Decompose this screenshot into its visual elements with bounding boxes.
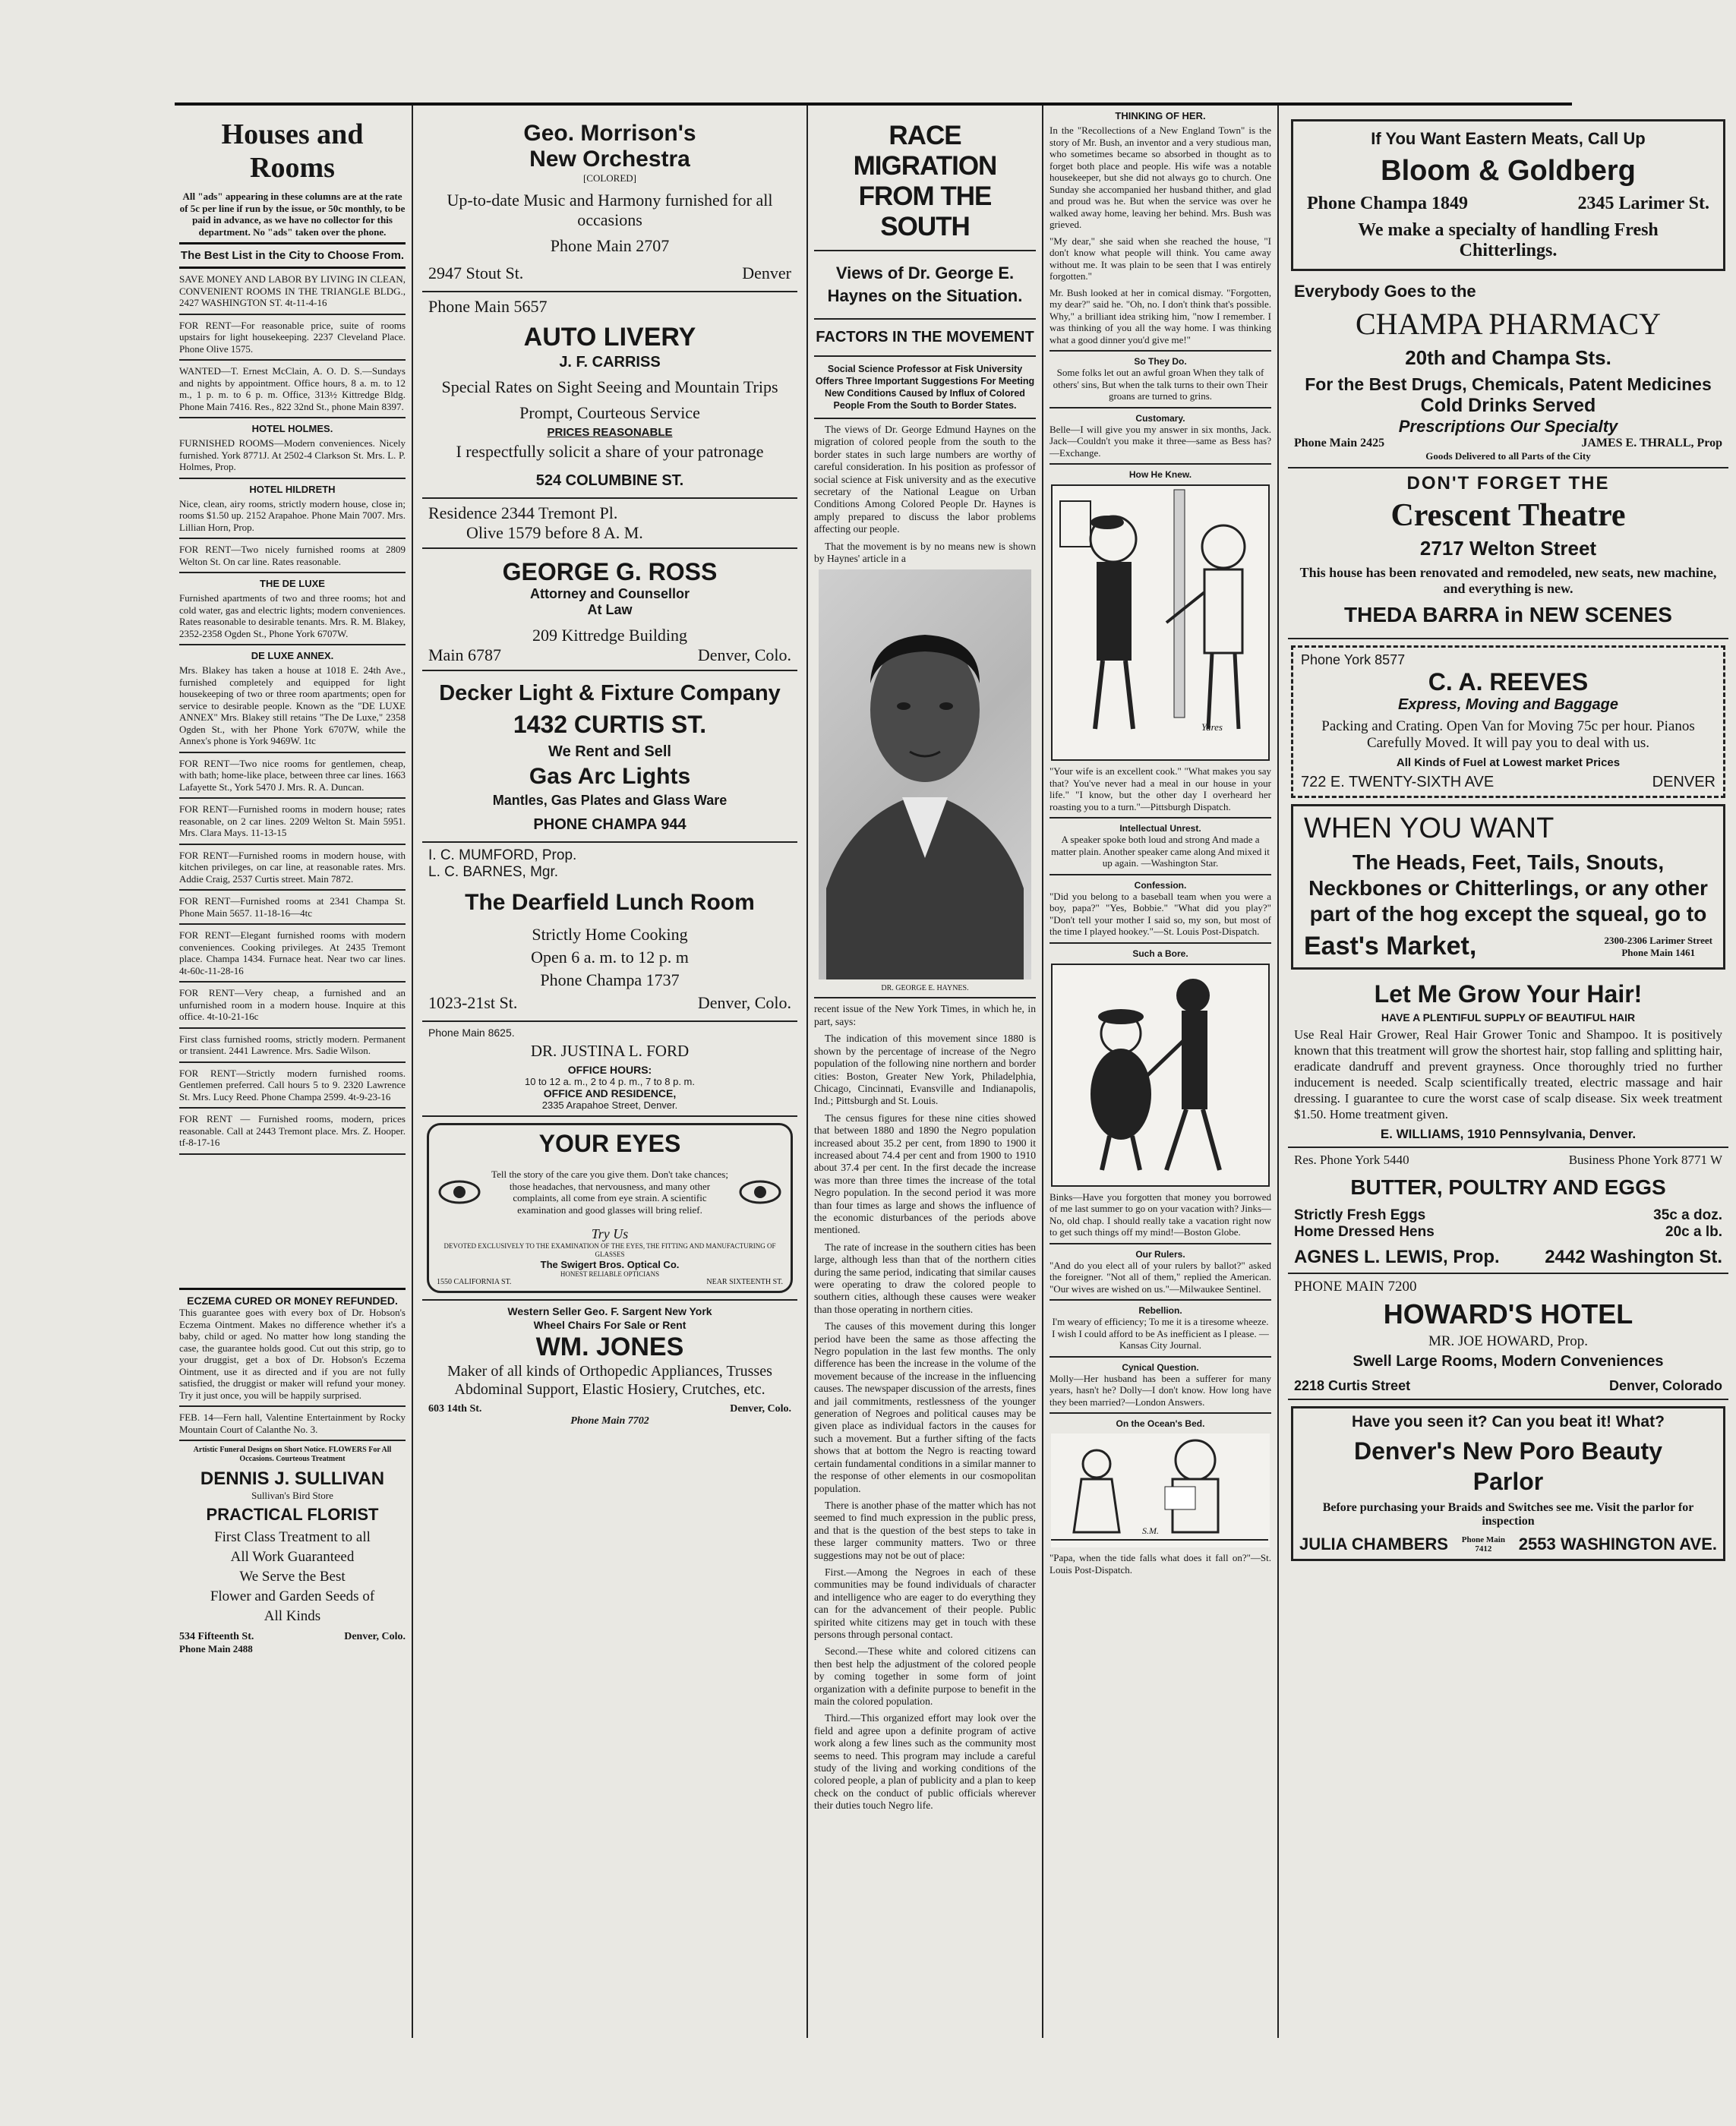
- pharmacy-address: 20th and Champa Sts.: [1405, 346, 1611, 369]
- theatre-text: This house has been renovated and remodeled, new seats, new machine, and everything is new.: [1299, 565, 1717, 596]
- ford-hours: 10 to 12 a. m., 2 to 4 p. m., 7 to 8 p. m.: [524, 1076, 695, 1087]
- classified-ad: Nice, clean, airy rooms, strictly modern house, close in; rooms $1.50 up. 2152 Arapahoe. Phone Main 7007. Mrs. Lillian Horn, Prop.: [179, 497, 406, 533]
- eggs-prop: AGNES L. LEWIS, Prop.: [1294, 1247, 1500, 1267]
- newspaper-page: [175, 103, 1722, 2038]
- so-they-do-title: So They Do.: [1134, 356, 1187, 367]
- poro-name: Denver's New Poro Beauty Parlor: [1354, 1437, 1662, 1495]
- eggs-item-1: Strictly Fresh Eggs: [1294, 1207, 1426, 1223]
- jones-wheel: Wheel Chairs For Sale or Rent: [533, 1319, 687, 1331]
- ross-law: At Law: [587, 602, 633, 617]
- jones-phone: Phone Main 7702: [570, 1415, 649, 1427]
- market-title: WHEN YOU WANT: [1304, 812, 1555, 844]
- decker-name: Decker Light & Fixture Company: [439, 681, 781, 705]
- hair-sign: E. WILLIAMS, 1910 Pennsylvania, Denver.: [1380, 1127, 1637, 1141]
- article-paragraph: Second.—These white and colored citizens can then best help the adjustment of the colored people by coming together in some form of joint organization with a definite purpose to benefit in the main the colored population.: [814, 1645, 1036, 1707]
- deck-summary: Social Science Professor at Fisk University Offers Three Important Suggestions For Meeting New Conditions Caused by Influx of Colored People From the South to Border States.: [815, 364, 1035, 411]
- display-ads-column: [1280, 106, 1736, 2038]
- unrest-text: A speaker spoke both loud and strong And made a matter plain. Another speaker came along And mixed it up again. —Washington Star.: [1051, 834, 1270, 869]
- classified-ad: FOR RENT—For reasonable price, suite of rooms upstairs for light housekeeping. 2237 Cleveland Place. Phone Olive 1575.: [179, 319, 406, 355]
- eggs-address: 2442 Washington St.: [1545, 1247, 1722, 1267]
- ford-residence-title: OFFICE AND RESIDENCE,: [543, 1087, 677, 1099]
- eggs-price-1: 35c a doz.: [1653, 1207, 1722, 1223]
- meats-line: If You Want Eastern Meats, Call Up: [1371, 129, 1646, 148]
- story-paragraph: "My dear," she said when she reached the house, "I don't know what people will think. You came away without me. It was plain to be seen that I was entirely forgotten.": [1049, 235, 1271, 282]
- rebellion-text: I'm weary of efficiency; To me it is a tiresome wheeze. I wish I could afford to be As inefficient as I please. —Kansas City Journal.: [1052, 1316, 1269, 1351]
- classified-ads-list: [179, 273, 406, 1283]
- lunch-title: The Dearfield Lunch Room: [465, 890, 755, 915]
- meats-phone: Phone Champa 1849: [1307, 194, 1469, 213]
- decker-address: 1432 CURTIS ST.: [513, 711, 707, 738]
- orchestra-colored: [COLORED]: [582, 172, 637, 184]
- reeves-fuel: All Kinds of Fuel at Lowest market Prices: [1396, 756, 1621, 769]
- such-a-bore-cartoon: [1051, 964, 1270, 1187]
- article-paragraph-2: That the movement is by no means new is shown by Haynes' article in a: [814, 540, 1036, 565]
- lunch-text: Strictly Home Cooking: [532, 925, 688, 944]
- classified-ad: FOR RENT—Two nice rooms for gentlemen, cheap, with bath; home-like place, between three car lines. 1663 Lafayette St., York 5470 J. Mrs. R. A. Duncan.: [179, 757, 406, 793]
- crescent-theatre-ad: [1288, 468, 1728, 639]
- unrest-title: Intellectual Unrest.: [1119, 823, 1201, 834]
- lunch-phone: Phone Champa 1737: [540, 970, 680, 989]
- orchestra-address: 2947 Stout St.: [428, 263, 524, 282]
- howards-hotel-ad: [1288, 1274, 1728, 1400]
- classified-ad: THE DE LUXE: [260, 578, 325, 589]
- classified-ad: FURNISHED ROOMS—Modern conveniences. Nicely furnished. York 8771J. At 2502-4 Clarkson St. Mrs. L. P. Holmes, Prop.: [179, 437, 406, 472]
- orchestra-city: Denver: [742, 263, 791, 282]
- deck-factors: FACTORS IN THE MOVEMENT: [816, 329, 1034, 345]
- livery-title: AUTO LIVERY: [523, 323, 696, 352]
- eyes-text: Tell the story of the care you give them. Don't take chances; those headaches, that nervousness, and many other complaints, all come from eye strain. A scientific examination and good glasses will bring relief.: [491, 1169, 728, 1216]
- confession-title: Confession.: [1134, 879, 1187, 891]
- eggs-title: BUTTER, POULTRY AND EGGS: [1350, 1175, 1666, 1199]
- butter-eggs-ad: [1288, 1148, 1728, 1274]
- headline-line-1: RACE MIGRATION: [853, 121, 997, 181]
- reeves-phone: Phone York 8577: [1301, 652, 1406, 667]
- jones-name: WM. JONES: [535, 1333, 684, 1361]
- eczema-title: ECZEMA CURED OR MONEY REFUNDED.: [187, 1295, 398, 1307]
- eyes-company: The Swigert Bros. Optical Co.: [540, 1259, 680, 1270]
- article-paragraph: recent issue of the New York Times, in which he, in part, says:: [814, 1003, 1036, 1027]
- classified-ad: FOR RENT—Furnished rooms in modern house, with kitchen privileges, on car line, at reasonable rates. Mrs. Addie Craig, 2537 Curtis street. Main 7872.: [179, 849, 406, 885]
- cartoon-two-men-icon: [1053, 486, 1270, 756]
- theatre-address: 2717 Welton Street: [1419, 537, 1597, 560]
- market-text: The Heads, Feet, Tails, Snouts, Neckbones or Chitterlings, or any other part of the hog except the squeal, go to: [1308, 850, 1708, 926]
- livery-phone: Phone Main 5657: [428, 297, 548, 316]
- poro-question: Have you seen it? Can you beat it! What?: [1352, 1413, 1665, 1430]
- florist-line: Flower and Garden Seeds of: [210, 1588, 375, 1604]
- eggs-item-2: Home Dressed Hens: [1294, 1224, 1435, 1240]
- business-ads-column: [415, 106, 805, 2038]
- ross-name: GEORGE G. ROSS: [502, 558, 718, 585]
- article-body: [814, 1003, 1036, 1812]
- classified-ad: FOR RENT—Strictly modern furnished rooms. Gentlemen preferred. Call hours 5 to 9. 2320 Lawrence St. Mrs. Lucy Reed. Phone Champa 2599. 4t-9-23-16: [179, 1067, 406, 1102]
- orchestra-text: Up-to-date Music and Harmony furnished for all occasions: [447, 191, 773, 229]
- how-he-knew-title: How He Knew.: [1128, 469, 1192, 480]
- rebellion-title: Rebellion.: [1138, 1305, 1182, 1316]
- story-paragraph: Mr. Bush looked at her in comical dismay. "Forgotten, my dear?" said he. "Oh, no. I don't think that's possible. Why," a brilliant idea striking him, "now I remember. I was thinking of you all the way home. I was thinking what a good dinner you'd give me!": [1049, 286, 1271, 345]
- classified-ad: FOR RENT—Furnished rooms at 2341 Champa St. Phone Main 5657. 11-18-16—4tc: [179, 895, 406, 919]
- pharmacy-best: For the Best Drugs, Chemicals, Patent Medicines: [1305, 374, 1712, 394]
- residence-address: Residence 2344 Tremont Pl.: [428, 503, 618, 522]
- so-they-do-text: Some folks let out an awful groan When they talk of others' sins, But when the talk turns to their own Their groans are turned to grins.: [1053, 367, 1268, 402]
- florist-line: All Kinds: [264, 1607, 321, 1624]
- hair-sub: HAVE A PLENTIFUL SUPPLY OF BEAUTIFUL HAIR: [1381, 1011, 1636, 1024]
- ford-hours-title: OFFICE HOURS:: [567, 1064, 652, 1076]
- your-eyes-ad: [427, 1123, 793, 1293]
- pharmacy-line: Everybody Goes to the: [1294, 282, 1476, 301]
- feb-notice: FEB. 14—Fern hall, Valentine Entertainment by Rocky Mountain Court of Calanthe No. 3.: [179, 1412, 406, 1435]
- eyes-near: NEAR SIXTEENTH ST.: [706, 1278, 783, 1286]
- article-paragraph: There is another phase of the matter which has not seemed to find much expression in the public press, and that is the question of the best steps to take in these larger community matters. Two or three suggestions may not be out of place:: [814, 1499, 1036, 1561]
- poro-text: Before purchasing your Braids and Switches see me. Visit the parlor for inspection: [1322, 1501, 1694, 1528]
- ocean-title: On the Ocean's Bed.: [1116, 1418, 1205, 1429]
- florist-sub: Sullivan's Bird Store: [251, 1490, 333, 1501]
- poro-beauty-ad: [1291, 1406, 1725, 1561]
- decker-ad: [422, 671, 797, 843]
- classified-ad: DE LUXE ANNEX.: [251, 650, 334, 661]
- bore-title: Such a Bore.: [1132, 948, 1188, 959]
- pharmacy-cold: Cold Drinks Served: [1420, 395, 1596, 416]
- decker-rent: We Rent and Sell: [548, 743, 671, 760]
- orchestra-phone: Phone Main 2707: [550, 236, 670, 255]
- article-paragraph: The causes of this movement during this longer period have been the same as those affecting the Negro population in the last few months. The only difference has been the increase in the volume of the movement because of the increase in the influencing causes. The newspaper discussion of the arrests, fines and jail commitments, restlessness of the younger generation of Negroes and political causes may be given place as individual factors in the causes for such a movement. But a further sifting of the facts shows that at bottom the Negro is reacting toward certain fundamental conditions in a similar manner to the response of other elements in our cosmopolitan population.: [814, 1320, 1036, 1494]
- eye-icon: [437, 1158, 482, 1226]
- classified-ad: FOR RENT—Two nicely furnished rooms at 2809 Welton St. On car line. Rates reasonable.: [179, 544, 406, 567]
- pharmacy-rx: Prescriptions Our Specialty: [1398, 417, 1618, 436]
- meats-special: We make a specialty of handling Fresh Chitterlings.: [1358, 220, 1659, 260]
- ocean-text: "Papa, when the tide falls what does it fall on?"—St. Louis Post-Dispatch.: [1049, 1552, 1271, 1576]
- news-article-column: [810, 106, 1040, 2038]
- cynical-title: Cynical Question.: [1122, 1361, 1199, 1373]
- classified-ad: WANTED—T. Ernest McClain, A. O. D. S.—Sundays and nights by appointment. Office hours, 8 a. m. to 12 m., 1 p. m. to 6 p. m. Office, 313½ Kittredge Bldg. Phone Main 7416. Res., 822 32nd St., phone Main 8397.: [179, 365, 406, 412]
- houses-rooms-title: Houses and Rooms: [221, 118, 364, 184]
- classified-ad: FOR RENT — Furnished rooms, modern, prices reasonable. Call at 2443 Tremont place. Mrs. Z. Hooper. tf-8-17-16: [179, 1113, 406, 1148]
- article-paragraph: The indication of this movement since 1880 is shown by the percentage of increase of the Negro population of the following nine northern and border cities: Boston, Greater New York, Philadelphia, Chicago, Cincinnati, Evansville and Indianapolis, Ind.; Pittsburgh and St. Louis.: [814, 1033, 1036, 1107]
- hotel-phone: PHONE MAIN 7200: [1294, 1279, 1417, 1295]
- ross-address: 209 Kittredge Building: [532, 626, 688, 645]
- eyes-address: 1550 CALIFORNIA ST.: [437, 1278, 512, 1286]
- haynes-portrait: [819, 569, 1031, 979]
- eggs-business-phone: Business Phone York 8771 W: [1568, 1153, 1722, 1167]
- article-paragraph: The rate of increase in the southern cities has been large, although less than that of the northern cities during the same period, indicating that similar causes were operating to draw the colored people to southern cities, although these causes were weaker than those operating in northern cities.: [814, 1241, 1036, 1315]
- livery-name: J. F. CARRISS: [559, 354, 661, 371]
- florist-name: DENNIS J. SULLIVAN: [200, 1468, 385, 1489]
- ford-ad: [422, 1022, 797, 1117]
- livery-text: Special Rates on Sight Seeing and Mountain Trips: [441, 377, 778, 396]
- florist-address: 534 Fifteenth St.: [179, 1630, 254, 1642]
- eczema-text: This guarantee goes with every box of Dr. Hobson's Eczema Ointment. Makes no difference whether it's a baby, child or aged. No matter how long standing the case, the guarantee holds good. Cut out this strip, go to your druggist, get a box of Dr. Hobson's Eczema Ointment, use it as directed and if you are not fully satisfied, the druggist or maker will refund your money. Try it just once, you will be happily surprised.: [179, 1307, 406, 1401]
- livery-solicit: I respectfully solicit a share of your patronage: [456, 442, 764, 461]
- rulers-text: "And do you elect all of your rulers by ballot?" asked the foreigner. "Not all of them," replied the American. "Our wives are wished on us."—Milwaukee Sentinel.: [1049, 1259, 1271, 1295]
- lunch-city: Denver, Colo.: [697, 993, 791, 1012]
- auto-livery-ad: [422, 292, 797, 499]
- thinking-title: THINKING OF HER.: [1115, 110, 1206, 121]
- how-he-knew-text: "Your wife is an excellent cook." "What makes you say that? You've never had a meal in our house in your life." "I know, but the other day I overheard her roasting you to a turn."—Pittsburgh Dispatch.: [1049, 765, 1271, 812]
- cartoon-ocean-icon: [1051, 1434, 1268, 1547]
- orchestra-ad: [422, 106, 797, 292]
- hair-grower-ad: [1288, 976, 1728, 1148]
- decker-mantles: Mantles, Gas Plates and Glass Ware: [492, 793, 728, 808]
- deck-views: Views of Dr. George E. Haynes on the Situation.: [827, 263, 1023, 305]
- hair-title: Let Me Grow Your Hair!: [1374, 980, 1643, 1008]
- orchestra-title: New Orchestra: [529, 147, 690, 172]
- classified-ad: FOR RENT—Elegant furnished rooms with modern conveniences. Cooking privileges. At 2435 Tremont place. Champa 1434. Furnace heat. Near two car lines. 4t-60c-11-28-16: [179, 929, 406, 976]
- classified-ad: SAVE MONEY AND LABOR BY LIVING IN CLEAN, CONVENIENT ROOMS IN THE TRIANGLE BLDG., 2427 WASHINGTON ST. 4t-11-4-16: [179, 273, 406, 308]
- theatre-name: Crescent Theatre: [1390, 498, 1626, 533]
- easts-market-ad: [1291, 804, 1725, 970]
- jones-text: Maker of all kinds of Orthopedic Appliances, Trusses Abdominal Support, Elastic Hosiery, Crutches, etc.: [447, 1363, 772, 1398]
- bore-text: Binks—Have you forgotten that money you borrowed of me last summer to go on your vacation with? Jinks—No, old chap. I should really take a vacation right now to get such things off my mind!—Boston Globe.: [1049, 1191, 1271, 1238]
- headline-line-2: FROM THE SOUTH: [858, 181, 992, 241]
- ford-name: DR. JUSTINA L. FORD: [530, 1042, 690, 1060]
- hotel-city: Denver, Colorado: [1608, 1378, 1722, 1393]
- market-phone: Phone Main 1461: [1621, 946, 1696, 958]
- barnes: L. C. BARNES, Mgr.: [428, 864, 559, 880]
- ocean-signature: S.M.: [1142, 1525, 1159, 1536]
- eyes-try: Try Us: [591, 1226, 629, 1241]
- decker-phone: PHONE CHAMPA 944: [533, 816, 687, 833]
- rulers-title: Our Rulers.: [1135, 1248, 1185, 1260]
- ross-city: Denver, Colo.: [697, 645, 791, 664]
- florist-line: All Work Guaranteed: [230, 1548, 355, 1565]
- poro-owner: JULIA CHAMBERS: [1299, 1535, 1448, 1553]
- livery-address: 524 COLUMBINE ST.: [535, 472, 684, 489]
- jones-ad: [422, 1299, 797, 1432]
- story-paragraph: In the "Recollections of a New England Town" is the story of Mr. Bush, an inventor and a very studious man, who sometimes became so absorbed in thought as to forget both place and people. His wife was a notable housekeeper, but she did not always go to church. One Sunday she accompanied her husband thither, and glad and proud was he. But when the service was over he walked away home, leaving her behind. Mrs. Bush was grieved.: [1049, 125, 1271, 230]
- ford-phone: Phone Main 8625.: [428, 1027, 515, 1039]
- eye-icon: [737, 1158, 783, 1226]
- meats-address: 2345 Larimer St.: [1577, 194, 1709, 213]
- market-address: 2300-2306 Larimer Street: [1604, 934, 1712, 946]
- humor-column: [1045, 106, 1276, 2038]
- reeves-city: DENVER: [1652, 774, 1715, 790]
- decker-gas: Gas Arc Lights: [529, 764, 691, 789]
- hotel-prop: MR. JOE HOWARD, Prop.: [1428, 1333, 1589, 1349]
- jones-address: 603 14th St.: [428, 1403, 482, 1415]
- hair-text: Use Real Hair Grower, Real Hair Grower Tonic and Shampoo. It is positively known that this treatment will grow the shortest hair, stop falling and splitting hair, eradicate dandruff and prevent grayness. Once thoroughly tried no further inducement is needed. Scalp scientifically treated, electric massage and hair dressing. I guarantee to cure the worst case of scalp disease. Six week treatment $1.50. Home treatment given.: [1294, 1027, 1722, 1121]
- classified-ad: HOTEL HOLMES.: [251, 423, 333, 434]
- livery-service: Prompt, Courteous Service: [519, 403, 700, 422]
- orchestra-name: Geo. Morrison's: [523, 121, 696, 146]
- classified-ad: FOR RENT—Furnished rooms in modern house; rates reasonable, on 2 car lines. 2209 Welton St. Main 5951. Mrs. Clara Mays. 11-13-15: [179, 803, 406, 838]
- florist-city: Denver, Colo.: [344, 1630, 406, 1642]
- reeves-ad: [1291, 645, 1725, 798]
- residence-ad: [422, 499, 797, 549]
- poro-address: 2553 WASHINGTON AVE.: [1518, 1535, 1717, 1553]
- ross-main: Main 6787: [428, 645, 501, 664]
- hotel-sub: Swell Large Rooms, Modern Conveniences: [1353, 1353, 1664, 1370]
- florist-phone: Phone Main 2488: [179, 1642, 253, 1654]
- pharmacy-name: CHAMPA PHARMACY: [1356, 307, 1661, 341]
- residence-phone: Olive 1579 before 8 A. M.: [466, 523, 643, 542]
- thinking-story: [1049, 125, 1271, 345]
- reeves-name: C. A. REEVES: [1428, 668, 1589, 696]
- cartoon-bore-icon: [1053, 965, 1270, 1182]
- florist-top-line: Artistic Funeral Designs on Short Notice. FLOWERS For All Occasions. Courteous Treatment: [193, 1446, 392, 1463]
- jones-western: Western Seller Geo. F. Sargent New York: [507, 1305, 712, 1317]
- ross-attorney-ad: [422, 549, 797, 671]
- florist-title: PRACTICAL FLORIST: [206, 1504, 379, 1524]
- classified-ad: FOR RENT—Very cheap, a furnished and an unfurnished room in a modern house. Inquire at this office. 4t-10-21-16c: [179, 987, 406, 1022]
- ford-address: 2335 Arapahoe Street, Denver.: [541, 1099, 678, 1111]
- eyes-title: YOUR EYES: [538, 1130, 681, 1157]
- article-paragraph: First.—Among the Negroes in each of these communities may be found individuals of character and intelligence who are eager to do everything they can for the advancement of their people. Public spirited white citizens may get in touch with these persons through personal contact.: [814, 1566, 1036, 1640]
- jones-city: Denver, Colo.: [730, 1403, 791, 1415]
- best-list-heading: The Best List in the City to Choose From.: [180, 249, 405, 262]
- lunch-hours: Open 6 a. m. to 12 p. m: [531, 948, 689, 967]
- pharmacy-delivered: Goods Delivered to all Parts of the City: [1425, 450, 1591, 462]
- classified-ad: Mrs. Blakey has taken a house at 1018 E. 24th Ave., furnished completely and equipped for light housekeeping of two or three room apartments; open for service to desirable people. Known as the "DE LUXE ANNEX" Mrs. Blakey still retains "The De Luxe," 2358 Ogden St., with her Phone York 6707W, while the Annex's phone is York 9469W. 1tc: [179, 664, 406, 746]
- portrait-figure-icon: [819, 569, 1031, 979]
- eggs-res-phone: Res. Phone York 5440: [1294, 1153, 1409, 1167]
- customary-title: Customary.: [1135, 412, 1185, 424]
- article-paragraph: The census figures for these nine cities showed that between 1880 and 1890 the Negro population increased about 35.2 per cent, from 1890 to 1900 it increased about 74.4 per cent and from 1900 to 1910 about 37.4 per cent. In the first decade the increase was more than three times the increase of the total Negro population. In the second period it was more than four times as large and shows the influence of the economic disturbances of the periods above mentioned.: [814, 1112, 1036, 1236]
- florist-lines: [179, 1528, 406, 1626]
- theatre-bill: THEDA BARRA in NEW SCENES: [1344, 603, 1672, 626]
- classifieds-column: [175, 106, 410, 2038]
- florist-line: We Serve the Best: [239, 1568, 346, 1585]
- ross-title: Attorney and Counsellor: [529, 586, 690, 601]
- reeves-text: Packing and Crating. Open Van for Moving 75c per hour. Pianos Carefully Moved. It will pay you to deal with us.: [1321, 718, 1695, 751]
- classified-ad: HOTEL HILDRETH: [249, 483, 336, 495]
- market-name: East's Market,: [1304, 932, 1477, 960]
- hotel-name: HOWARD'S HOTEL: [1383, 1298, 1633, 1330]
- champa-pharmacy-ad: [1288, 277, 1728, 468]
- livery-prices: PRICES REASONABLE: [547, 426, 673, 439]
- lunch-address: 1023-21st St.: [428, 993, 518, 1012]
- how-he-knew-cartoon: [1051, 484, 1270, 761]
- confession-text: "Did you belong to a baseball team when you were a boy, papa?" "Yes, Bobbie." "What did you play?" "Don't tell your mother I said so, my son, but most of the time I played hookey."—St. Louis Post-Dispatch.: [1049, 890, 1271, 937]
- theatre-line: DON'T FORGET THE: [1406, 473, 1610, 494]
- mumford: I. C. MUMFORD, Prop.: [428, 847, 577, 863]
- reeves-sub: Express, Moving and Baggage: [1397, 696, 1619, 713]
- article-paragraph-1: The views of Dr. George Edmund Haynes on the migration of colored people from the south to the border states in such large numbers are worthy of careful consideration. In his position as professor of social science at Fisk university and as the executive secretary of the National League on Urban Conditions Among Colored People Dr. Haynes is amply prepared to discuss the labor problems affecting our people.: [814, 424, 1036, 535]
- eggs-price-2: 20c a lb.: [1665, 1224, 1722, 1240]
- reeves-address: 722 E. TWENTY-SIXTH AVE: [1301, 774, 1495, 790]
- hotel-address: 2218 Curtis Street: [1294, 1378, 1411, 1393]
- cynical-text: Molly—Her husband has been a sufferer for many years, hasn't he? Dolly—I don't know. How long have they been married?—London Answers.: [1049, 1372, 1271, 1408]
- poro-phone: Phone Main 7412: [1461, 1535, 1505, 1553]
- eyes-sub: HONEST RELIABLE OPTICIANS: [560, 1270, 660, 1278]
- cartoon-signature: Yares: [1201, 721, 1223, 733]
- bloom-goldberg-ad: [1291, 119, 1725, 271]
- classified-ad: First class furnished rooms, strictly modern. Permanent or transient. 2441 Lawrence. Mrs. Sadie Wilson.: [179, 1033, 406, 1056]
- pharmacy-prop: JAMES E. THRALL, Prop: [1581, 437, 1722, 449]
- portrait-caption: DR. GEORGE E. HAYNES.: [881, 984, 969, 993]
- florist-line: First Class Treatment to all: [214, 1528, 371, 1545]
- ocean-bed-cartoon: [1051, 1434, 1270, 1547]
- lunch-room-ad: [422, 843, 797, 1022]
- rate-notice: All "ads" appearing in these columns are at the rate of 5c per line if run by the issue, or 50c monthly, to be paid in advance, as we have no collector for this department. No "ads" taken over the phone.: [179, 191, 406, 238]
- eyes-devoted: DEVOTED EXCLUSIVELY TO THE EXAMINATION OF THE EYES, THE FITTING AND MANUFACTURING OF GLASSES: [443, 1242, 776, 1258]
- customary-text: Belle—I will give you my answer in six months, Jack. Jack—Couldn't you make it three—same as Bess has?—Exchange.: [1049, 423, 1271, 459]
- pharmacy-phone: Phone Main 2425: [1294, 437, 1385, 449]
- meats-name: Bloom & Goldberg: [1381, 155, 1636, 187]
- classified-ad: Furnished apartments of two and three rooms; hot and cold water, gas and electric lights; modern conveniences. Rates reasonable to desirable tenants. Mrs. R. M. Blakey, 2352-2358 Ogden St., Phone York 6707W.: [179, 592, 406, 639]
- article-paragraph: Third.—This organized effort may look over the field and agree upon a definite program of active work along a few lines such as the community most seems to need. This program may include a careful study of the living and working conditions of the colored people, a plan of publicity and a plan to keep check on the conduct of public officials wherever their duties touch Negro life.: [814, 1712, 1036, 1812]
